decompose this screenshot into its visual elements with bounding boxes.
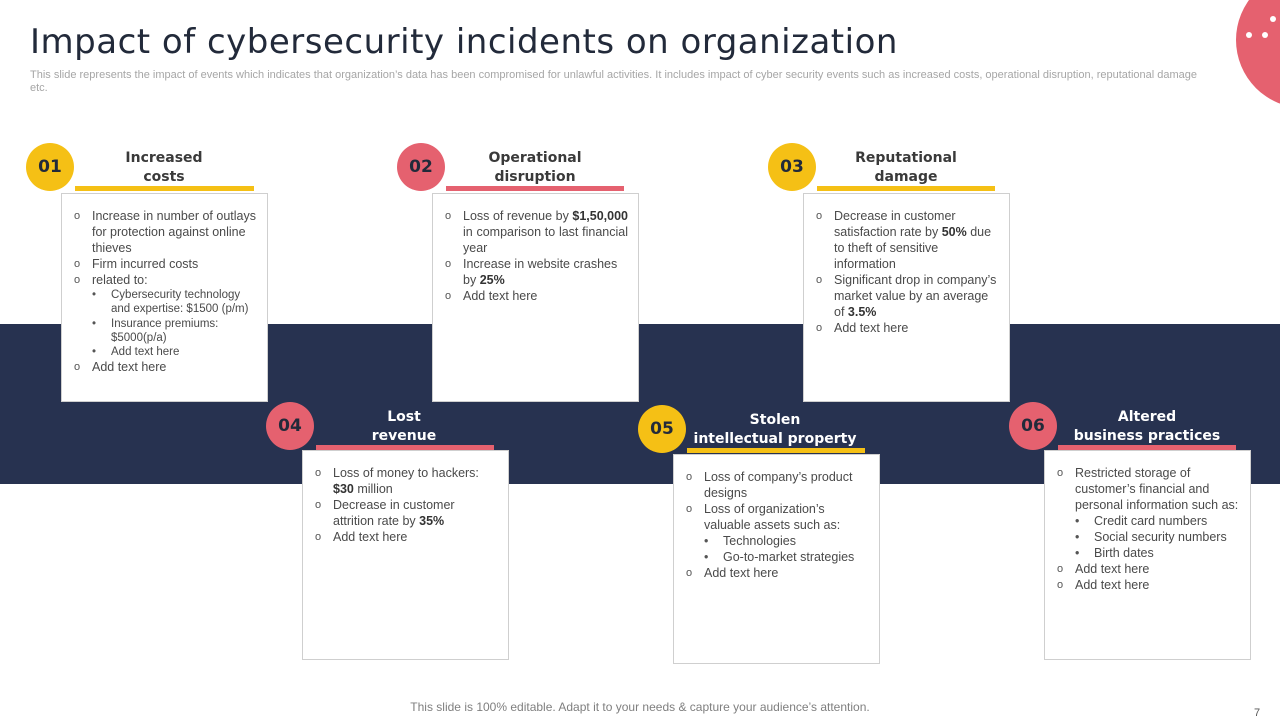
sub-list-item: • Cybersecurity technology and expertise: $1500 (p/m) — [74, 288, 257, 317]
sub-list-item: • Technologies — [686, 533, 869, 549]
slide-footer: This slide is 100% editable. Adapt it to your needs & capture your audience’s attention. — [410, 700, 870, 714]
list-item: o Loss of company’s product designs — [686, 469, 869, 501]
sub-list-item: • Go-to-market strategies — [686, 549, 869, 565]
card-heading-altered-practices: Altered business practices — [1073, 409, 1221, 444]
card-reputational-damage — [803, 193, 1010, 402]
sub-list-item: • Birth dates — [1057, 545, 1240, 561]
list-item: o Add text here — [445, 288, 628, 304]
slide-title: Impact of cybersecurity incidents on organization — [30, 22, 898, 62]
list-item: o Add text here — [1057, 561, 1240, 577]
card-heading-reputational-damage: Reputational damage — [855, 150, 957, 185]
sub-list-item: • Insurance premiums: $5000(p/a) — [74, 317, 257, 346]
step-badge-06: 06 — [1009, 402, 1057, 450]
list-item: o Add text here — [74, 359, 257, 375]
list-item: o Firm incurred costs — [74, 256, 257, 272]
heading-underline — [817, 186, 995, 191]
card-increased-costs — [61, 193, 268, 402]
list-item: o Loss of revenue by $1,50,000 in comparison to last financial year — [445, 208, 628, 256]
list-item: o Add text here — [686, 565, 869, 581]
list-item: o Add text here — [315, 529, 498, 545]
step-badge-02: 02 — [397, 143, 445, 191]
list-item: o Loss of organization’s valuable assets such as: — [686, 501, 869, 533]
list-item: o Increase in number of outlays for protection against online thieves — [74, 208, 257, 256]
list-item: o Add text here — [1057, 577, 1240, 593]
card-heading-increased-costs: Increased costs — [125, 150, 203, 185]
card-heading-operational-disruption: Operational disruption — [488, 150, 582, 185]
card-lost-revenue — [302, 450, 509, 660]
decorative-dot — [1262, 32, 1268, 38]
step-badge-04: 04 — [266, 402, 314, 450]
sub-list-item: • Social security numbers — [1057, 529, 1240, 545]
card-heading-lost-revenue: Lost revenue — [371, 409, 437, 444]
list-item: o Decrease in customer satisfaction rate by 50% due to theft of sensitive information — [816, 208, 999, 272]
decorative-dot — [1270, 16, 1276, 22]
heading-underline — [446, 186, 624, 191]
list-item: o Significant drop in company’s market value by an average of 3.5% — [816, 272, 999, 320]
heading-underline — [687, 448, 865, 453]
decorative-dot — [1246, 32, 1252, 38]
step-badge-03: 03 — [768, 143, 816, 191]
heading-underline — [75, 186, 254, 191]
card-operational-disruption — [432, 193, 639, 402]
list-item: o Add text here — [816, 320, 999, 336]
card-heading-stolen-ip: Stolen intellectual property — [693, 412, 857, 447]
card-stolen-ip — [673, 454, 880, 664]
step-badge-01: 01 — [26, 143, 74, 191]
slide-subtitle: This slide represents the impact of events which indicates that organization’s data has been compromised for unlawful activities. It includes impact of cyber security events such as increased costs, operational disruption, reputational damage etc. — [30, 69, 1198, 94]
list-item: o related to: — [74, 272, 257, 288]
card-altered-practices — [1044, 450, 1251, 660]
page-number: 7 — [1254, 707, 1261, 719]
list-item: o Loss of money to hackers: $30 million — [315, 465, 498, 497]
list-item: o Restricted storage of customer’s financial and personal information such as: — [1057, 465, 1240, 513]
list-item: o Decrease in customer attrition rate by 35% — [315, 497, 498, 529]
sub-list-item: • Credit card numbers — [1057, 513, 1240, 529]
step-badge-05: 05 — [638, 405, 686, 453]
sub-list-item: • Add text here — [74, 345, 257, 359]
list-item: o Increase in website crashes by 25% — [445, 256, 628, 288]
